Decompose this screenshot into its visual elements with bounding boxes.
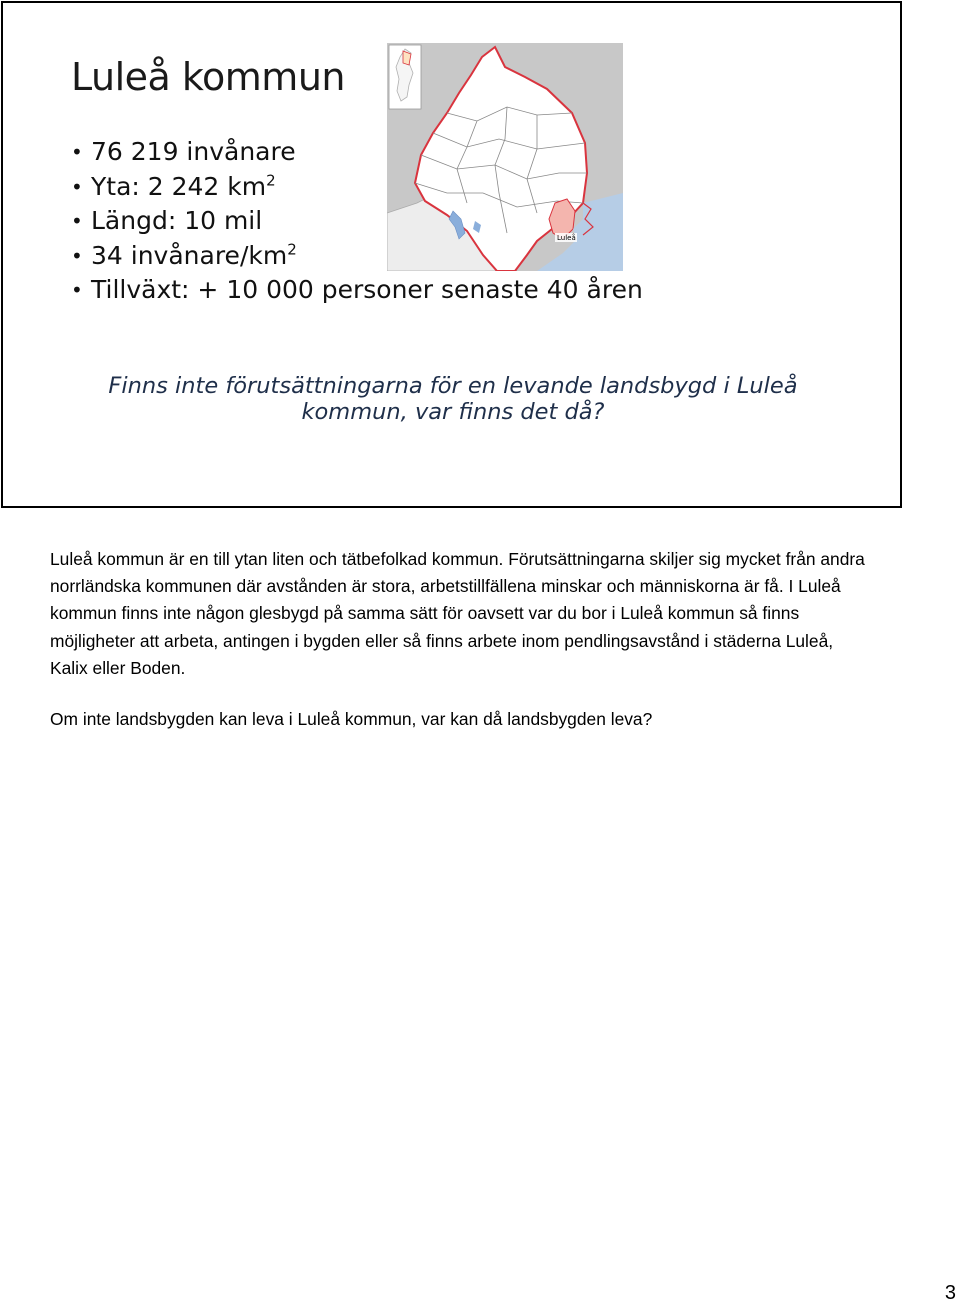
speaker-notes-question: Om inte landsbygden kan leva i Luleå kommun, var kan då landsbygden leva? (50, 709, 653, 729)
bullet-item: • Tillväxt: + 10 000 personer senaste 40 åren (71, 273, 643, 308)
speaker-notes-paragraph: Luleå kommun är en till ytan liten och tätbefolkad kommun. Förutsättningarna skiljer sig mycket från andra norrländska kommunen där avstånden är stora, arbetstillfällena minskar och människorna är få. I Luleå kommun finns inte någon glesbygd på samma sätt för oavsett var du bor i Luleå kommun så finns möjligheter att arbeta, antingen i bygden eller så finns arbete inom pendlingsavstånd i städerna Luleå, Kalix eller Boden. (50, 549, 865, 678)
bullet-item: • Yta: 2 242 $km^2$ (71, 170, 643, 205)
slide-question: Finns inte förutsättningarna för en levande landsbygd i Luleå kommun, var finns det då? (108, 373, 798, 425)
bullet-icon: • (71, 140, 83, 164)
bullet-icon: • (71, 174, 83, 199)
bullet-item: • 76 219 invånare (71, 135, 643, 170)
page-number: 3 (944, 1282, 956, 1304)
bullet-item: • Längd: 10 mil (71, 204, 643, 239)
municipality-map (387, 43, 623, 271)
bullet-icon: • (71, 243, 83, 268)
bullet-item: • 34 invånare/$km^2$ (71, 239, 643, 274)
bullet-icon: • (71, 209, 83, 234)
map-town-label: Luleå (557, 234, 576, 242)
bullet-icon: • (71, 278, 83, 303)
slide-title: Luleå kommun (71, 55, 345, 99)
slide (1, 1, 902, 508)
